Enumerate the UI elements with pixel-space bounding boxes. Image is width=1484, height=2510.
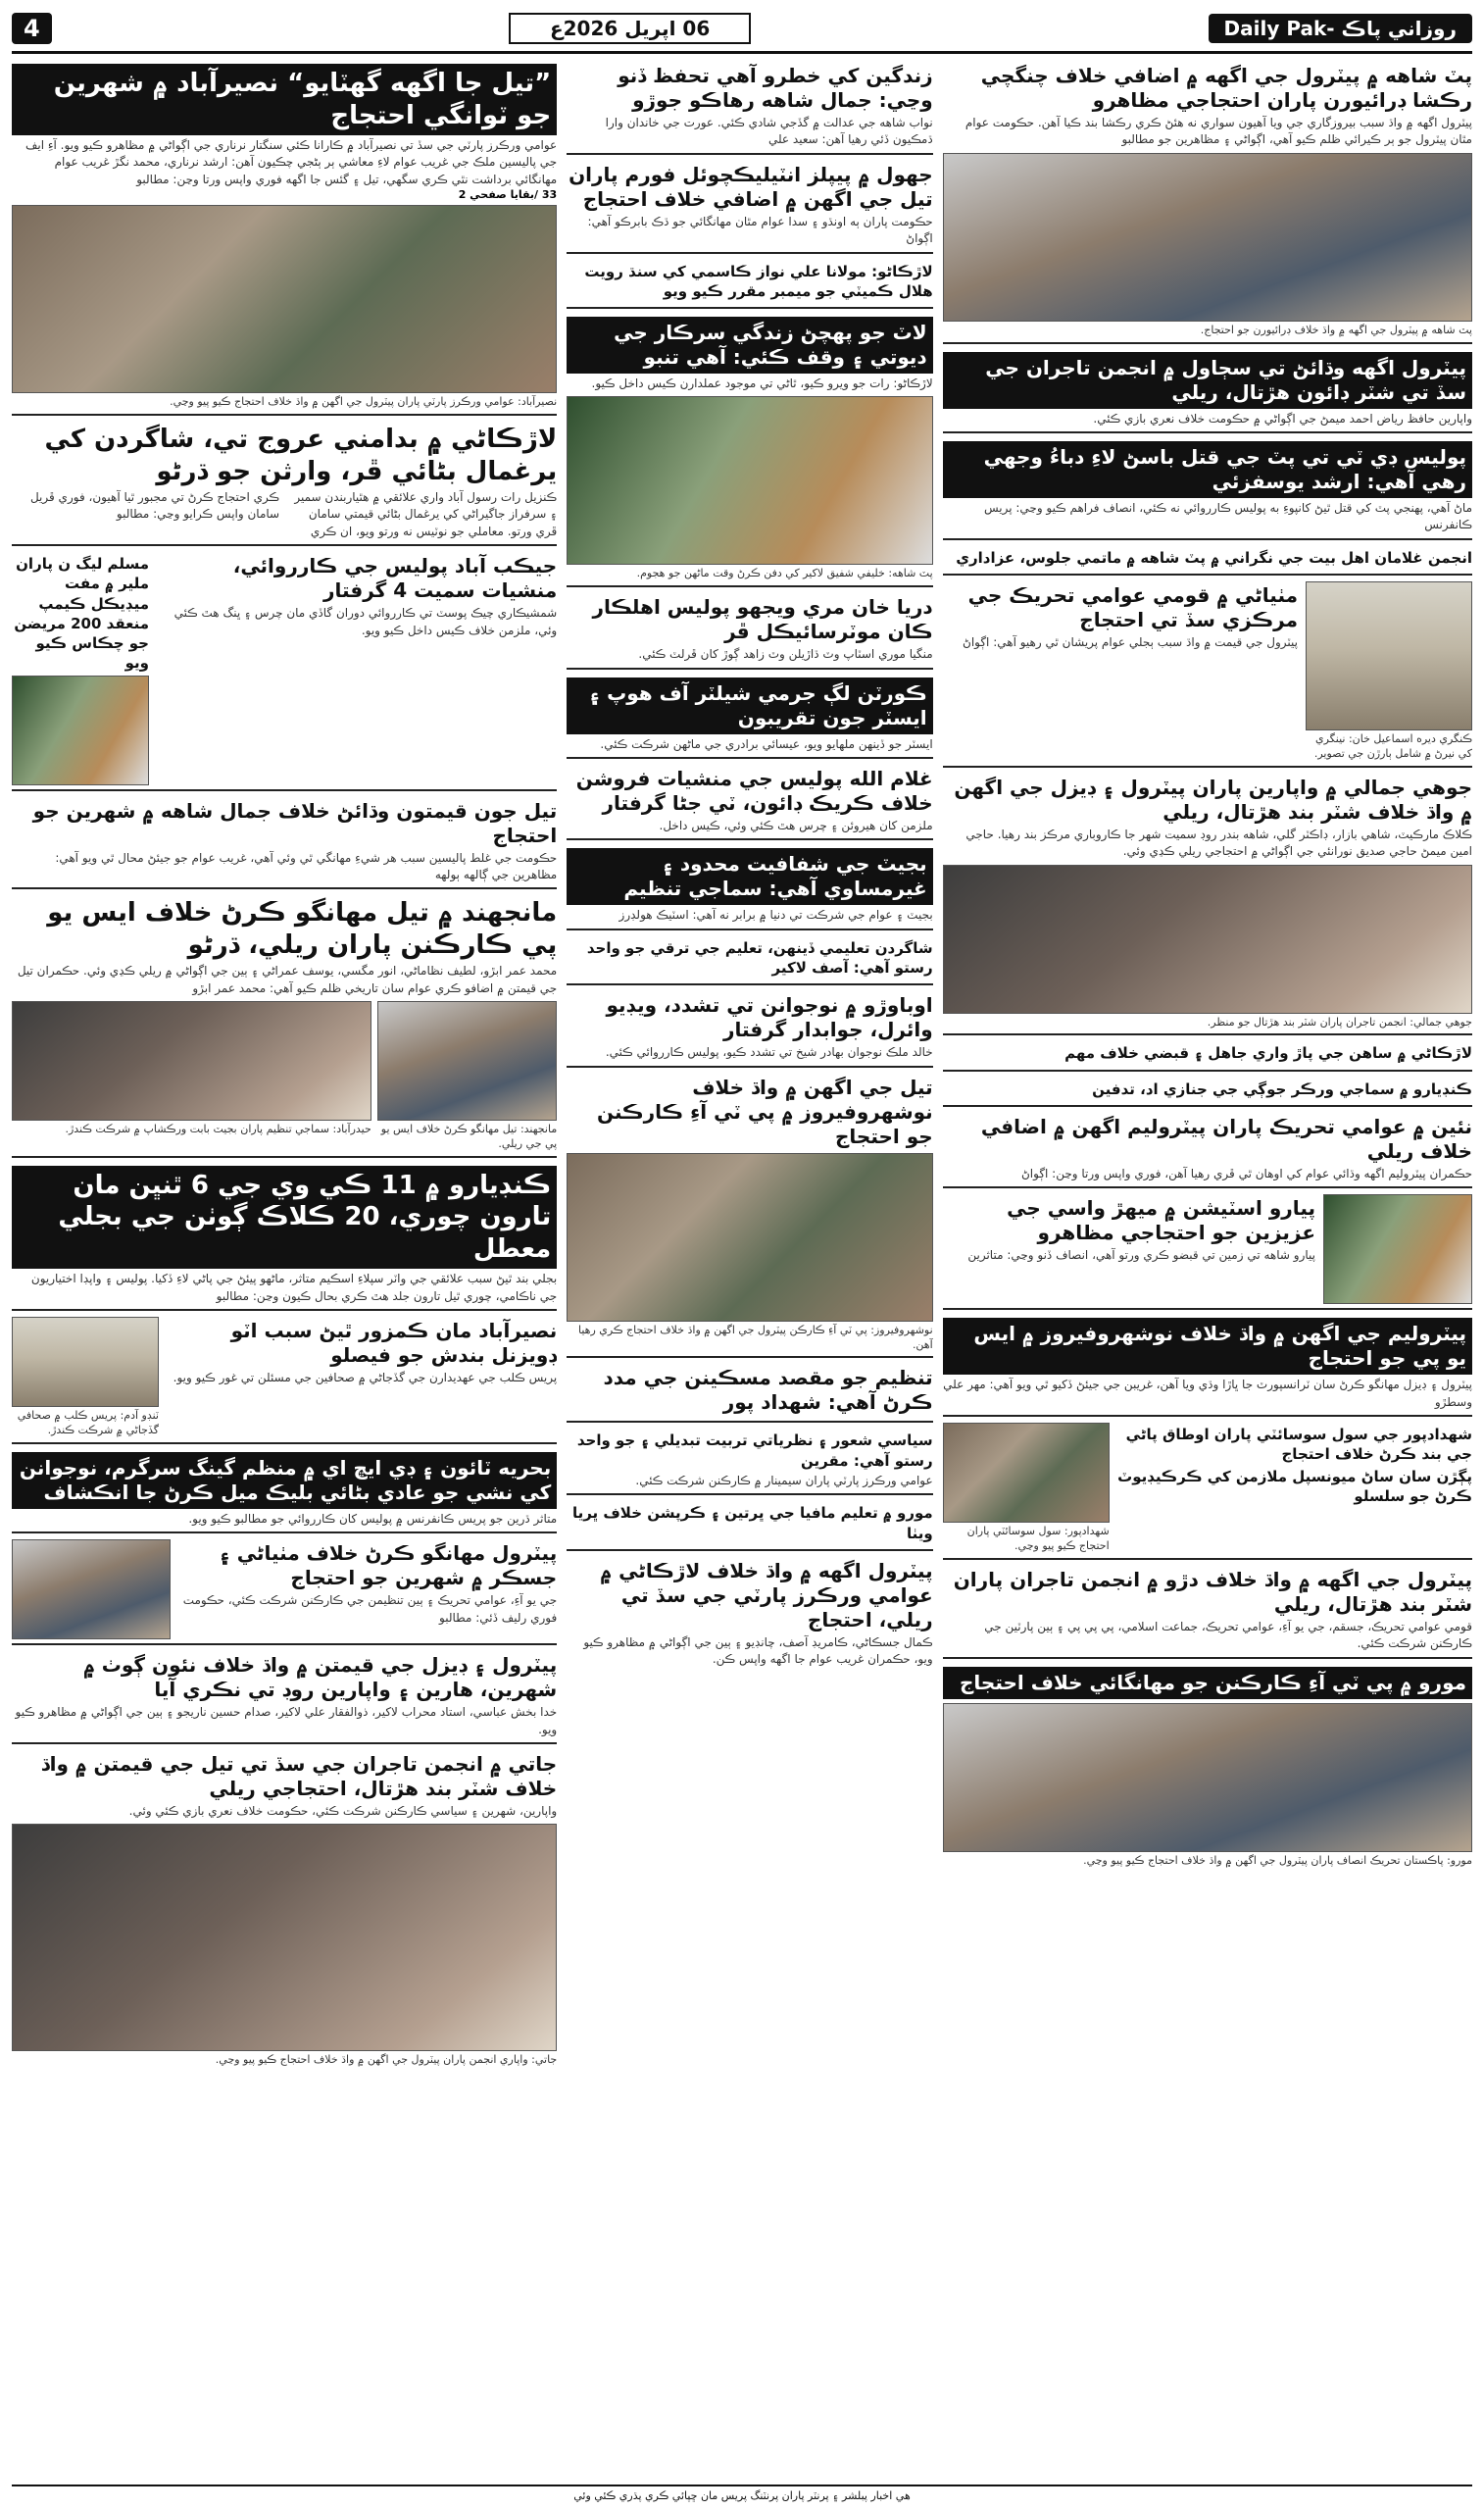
story-headline: ”تيل جا اگهه گهٽايو“ نصيرآباد ۾ شهرين جو ٽوانگي احتجاج xyxy=(12,64,557,135)
story-bahria-gang xyxy=(12,1450,557,1533)
page-columns xyxy=(12,62,1472,2454)
story-budget xyxy=(567,846,932,929)
story-headline: پيارو اسٽيشن ۾ ميهڙ واسي جي عزيزين جو احتجاجي مظاهرو xyxy=(1007,1196,1315,1245)
story-headline: شاگردن تعليمي ڏينهن، تعليم جي ترقي جو واحد رستو آهي: آصف لاکير xyxy=(586,938,933,978)
paper-name: روزاني پاڪ -Daily Pak xyxy=(1209,14,1472,43)
story-daro xyxy=(943,1566,1472,1659)
story-jacobabad xyxy=(12,552,557,791)
story-body: خدا بخش عباسي، استاد محراب لاکير، ذوالفقار علي لاکير، صدام حسين ناريجو ۽ ٻين جي اڳواڻي ۾ مظاهرو ڪيو ويو. xyxy=(15,1705,558,1736)
speaker-photo xyxy=(12,1539,171,1639)
story-body: پيارو شاهه تي زمين تي قبضو ڪري ورتو آهي، انصاف ڏنو وڃي: متاثرين xyxy=(967,1248,1315,1263)
story-headline: تنظيم جو مقصد مسڪينن جي مدد ڪرڻ آهي: شهداد پور xyxy=(603,1366,933,1415)
story-pyaro xyxy=(943,1194,1472,1310)
story-obaro xyxy=(567,991,932,1067)
story-headline: پيٽرول اگهه ۾ واڌ خلاف لاڙڪاڻي ۾ عوامي ورڪرز پارٽي جي سڏ تي ريلي، احتجاج xyxy=(600,1558,933,1632)
story-headline: تيل جي اگهن ۾ واڌ خلاف نوشهروفيروز ۾ پي ٽي آءِ ڪارڪنن جو احتجاج xyxy=(596,1075,933,1148)
story-headline: ڪورٽن لڳ جرمي شيلٽر آف هوپ ۽ ايسٽر جون تقريبون xyxy=(567,678,932,734)
story-johi-forum xyxy=(567,161,932,254)
story-headline: لاڙڪاڻي ۾ ساهن جي پاڙ واري جاهل ۽ قبضي خلاف مهم xyxy=(1064,1044,1472,1063)
story-body: پيٽرول جي قيمت ۾ واڌ سبب ٻجلي عوام پريشان ٿي رهيو آهي: اڳواڻ xyxy=(963,635,1298,650)
camp-photo xyxy=(12,676,149,785)
story-larkana-robbery xyxy=(12,422,557,546)
story-body: بجلي بند ٿيڻ سبب علائقي جي واٽر سپلاءِ اسڪيم متاثر، ماڻهو پيئڻ جي پاڻي لاءِ ڏکيا. پوليس ۽ واپڊا اختياريون جي ناڪامي، چوري ٿيل تارون جلد هٿ ڪري بحال ڪيون وڃن: مطالبو xyxy=(30,1272,558,1303)
story-moro-education xyxy=(567,1501,932,1551)
protest-photo xyxy=(12,205,557,393)
story-headline: جاتي ۾ انجمن تاجران جي سڏ تي تيل جي قيمتن ۾ واڌ خلاف شٽر بند هڙتال، احتجاجي ريلي xyxy=(40,1752,558,1801)
story-headline: انجمن غلامان اهل بيت جي نگراني ۾ پٽ شاهه ۾ ماتمي جلوس، عزاداري xyxy=(956,548,1472,567)
imprint-footer: هي اخبار پبلشر ۽ پرنٽر پاران پرنٽنگ پريس مان ڇپائي ڪري پڌري ڪئي وئي xyxy=(12,2485,1472,2502)
right-column xyxy=(943,62,1472,2454)
story-headline: لاٽ جو پهچڻ زندگي سرڪار جي ديوتي ۽ وقف ڪئي: آهي تنبو xyxy=(567,317,932,374)
story-body: جي يو آءِ، عوامي تحريڪ ۽ ٻين تنظيمن جي ڪارڪنن شرڪت ڪئي، حڪومت فوري رليف ڏئي: مطالبو xyxy=(182,1593,558,1625)
story-body: نواب شاهه جي عدالت ۾ گڏجي شادي ڪئي. عورت جي خاندان وارا ڌمڪيون ڏئي رهيا آهن: سعيد علي xyxy=(605,116,933,147)
story-police-pressure xyxy=(943,439,1472,540)
story-moro-pti xyxy=(943,1665,1472,1873)
photo-box xyxy=(12,1001,371,1152)
story-headline: مانجهند ۾ تيل مهانگو ڪرڻ خلاف ايس يو پي ڪارڪنن پاران ريلي، ڌرڻو xyxy=(47,898,558,960)
photo-caption: جاتي: واپاري انجمن پاران پيٽرول جي اگهن ۾ واڌ خلاف احتجاج ڪيو پيو وڃي. xyxy=(215,2053,558,2067)
story-body: قومي عوامي تحريڪ، جسقم، جي يو آءِ، عوامي تحريڪ، جماعت اسلامي، پي پي پي ۽ ٻين پارٽين جي ڪارڪنن شرڪت ڪئي. xyxy=(984,1619,1472,1651)
photo-caption: شهدادپور: سول سوسائٽي پاران احتجاج ڪيو پيو وڃي. xyxy=(966,1525,1110,1552)
story-headline: بجيٽ جي شفافيت محدود ۽ غيرمساوي آهي: سماجي تنظيم xyxy=(567,848,932,905)
story-body: پريس ڪلب جي عهديدارن جي گڏجاڻي ۾ صحافين جي مسئلن تي غور ڪيو ويو. xyxy=(173,1371,558,1385)
story-larkana-awp xyxy=(567,1557,932,1673)
rally-photo xyxy=(377,1001,557,1121)
story-body: ماڻ آهي، پهنجي پٽ کي قتل ٿيڻ کانپوءِ به پوليس ڪارروائي نه ڪئي، انصاف فراهم ڪيو وڃي: پريس ڪانفرنس xyxy=(983,501,1472,532)
story-headline: پيٽروليم جي اگهن ۾ واڌ خلاف نوشهروفيروز ۾ ايس يو پي جو احتجاج xyxy=(943,1318,1472,1375)
story-text xyxy=(1117,1423,1472,1554)
story-procession xyxy=(943,546,1472,576)
story-body: خالد ملڪ نوجوان بهادر شيخ تي تشدد ڪيو، پوليس ڪارروائي ڪئي. xyxy=(605,1045,933,1060)
story-body: بجيٽ ۽ عوام جي شرڪت تي دنيا ۾ برابر نه آهي: اسٽيڪ هولڊرز xyxy=(618,908,933,923)
story-headline: دريا خان مري ويجهو پوليس اهلڪار ڪان موٽرسائيڪل ڦر xyxy=(592,595,933,644)
story-pti-naushahro xyxy=(567,1074,932,1359)
moro-protest-photo xyxy=(943,1703,1472,1852)
photo-caption: مانجهند: تيل مهانگو ڪرڻ خلاف ايس يو پي جي ريلي. xyxy=(380,1123,558,1151)
story-headline: پٽ شاهه ۾ پيٽرول جي اگهه ۾ اضافي خلاف چنگچي رڪشا ڊرائيورن پاران احتجاجي مظاهرو xyxy=(980,64,1472,112)
camp-headline: مسلم ليگ ن پاران ملير ۾ مفت ميڊيڪل ڪيمپ منعقد 200 مريضن جو چڪاس ڪيو ويو xyxy=(14,555,149,673)
story-headline: تيل جون قيمتون وڌائڻ خلاف جمال شاهه ۾ شهرين جو احتجاج xyxy=(32,798,558,847)
story-body: متاثر ڌرين جو پريس ڪانفرنس ۾ پوليس کان ڪارروائي جو مطالبو ڪيو ويو. xyxy=(188,1511,558,1526)
story-headline: سياسي شعور ۽ نظرياتي تربيت تبديلي ۽ جو واحد رستو آهي: مقرين xyxy=(576,1431,933,1470)
story-crackdown xyxy=(567,765,932,840)
story-headline: لاڙڪاڻو: مولانا علي نواز ڪاسمي کي سنڌ رويت هلال ڪميٽي جو ميمبر مقرر ڪيو ويو xyxy=(584,262,933,300)
story-headline: مٺياڻي ۾ قومي عوامي تحريڪ جي مرڪزي سڏ تي احتجاج xyxy=(967,583,1298,632)
civil-society-photo xyxy=(943,1423,1110,1523)
story-kandiaro-funeral xyxy=(943,1078,1472,1107)
page-number: 4 xyxy=(12,13,52,44)
story-text xyxy=(157,552,557,785)
photo-caption: حيدرآباد: سماجي تنظيم پاران بجيٽ بابت ورڪشاپ ۾ شرڪت ڪندڙ. xyxy=(65,1123,371,1136)
story-sujawal xyxy=(943,350,1472,433)
story-manjhand xyxy=(12,895,557,1157)
story-headline: زندگين کي خطرو آهي تحفظ ڏنو وڃي: جمال شاهه رهاڪو جوڙو xyxy=(618,64,933,112)
story-body: شمشيڪاري چيڪ پوسٽ تي ڪارروائي دوران گاڏي مان چرس ۽ ڀنگ هٿ ڪئي وئي، ملزمن خلاف ڪيس داخل ڪيو ويو. xyxy=(173,606,558,637)
story-headline: ڪنڊيارو ۾ سماجي ورڪر جوڳي جي جنازي اد، تدفين xyxy=(1092,1079,1472,1098)
story-mithiani-qat xyxy=(943,581,1472,768)
story-headline: پيٽرول ۽ ڊيزل جي قيمتن ۾ واڌ خلاف نئون ڳوٺ ۾ شهرين، هارين ۽ واپارين روڊ تي نڪري آيا xyxy=(83,1653,558,1702)
story-headline: پوليس ڊي ٽي تي پٽ جي قتل باسڻ لاءِ دباءُ وجهي رهي آهي: ارشد يوسفزئي xyxy=(943,441,1472,498)
story-body: محمد عمر ابڙو، لطيف نظاماڻي، انور مگسي، يوسف عمراڻي ۽ ٻين جي اڳواڻي ۾ ريلي ڪڍي وئي. حڪمران تيل جي قيمتن ۾ اضافو ڪري عوام سان تاريخي ظلم ڪيو آهي: محمد عمر ابڙو xyxy=(17,964,558,995)
story-headline: بحريه ٽائون ۽ ڊي ايڇ اي ۾ منظم گينگ سرگرم، نوجوانن کي نشي جو عادي بڻائي بليڪ ميل ڪرڻ جا انڪشاف xyxy=(12,1452,557,1509)
story-headline: پيٽرول جي اگهه ۾ واڌ خلاف دڙو ۾ انجمن تاجران پاران شٽر بند هڙتال، ريلي xyxy=(953,1567,1472,1616)
photo-caption: پٽ شاهه: خليفي شفيق لاکير کي دفن ڪرڻ وقت ماڻهن جو هجوم. xyxy=(636,567,933,580)
story-headline: لاڙڪاڻي ۾ بدامني عروج تي، شاگردن کي يرغمال بڻائي ڦر، وارثن جو ڌرڻو xyxy=(44,425,558,486)
middle-column xyxy=(567,62,932,2454)
story-headline: نصيرآباد مان ڪمزور ٿيڻ سبب اٽو ڊويزنل بندش جو فيصلو xyxy=(230,1319,558,1368)
photo-row xyxy=(12,1001,557,1152)
story-headline-2: پڳڙن سان ساڻ ميونسپل ملازمن کي ڪرڪيڊيوٽ ڪرڻ جو سلسلو xyxy=(1117,1467,1472,1505)
pti-protest-photo xyxy=(567,1153,932,1322)
story-charity xyxy=(567,1364,932,1423)
photo-caption: ٽنڊو آدم: پريس ڪلب ۾ صحافي گڏجاڻي ۾ شرڪت ڪندڙ. xyxy=(17,1409,159,1437)
story-johi-jamali xyxy=(943,774,1472,1036)
camp-box xyxy=(12,552,149,785)
story-headline: جيڪب آباد پوليس جي ڪارروائي، منشيات سميت 4 گرفتار xyxy=(232,554,558,603)
story-couple xyxy=(567,62,932,155)
story-text xyxy=(178,1539,557,1639)
shutter-strike-photo xyxy=(943,865,1472,1014)
story-ruet-committee xyxy=(567,260,932,310)
story-text xyxy=(943,1194,1315,1304)
photo-box xyxy=(1306,581,1472,762)
photo-box xyxy=(943,1423,1110,1554)
story-headline: غلام الله پوليس جي منشيات فروشن خلاف ڪريڪ ڊائون، ٽي جڻا گرفتار xyxy=(575,767,933,816)
story-headline: نئين ۾ عوامي تحريڪ پاران پيٽروليم اگهن ۾ اضافي خلاف ريلي xyxy=(980,1114,1472,1163)
story-body: ڪنزيل رات رسول آباد واري علائقي ۾ هٿياربندن سمير ۽ سرفراز جاگيراڻي کي يرغمال بڻائي قيمتي سامان ڦري ورتو. معاملي جو نوٽيس نه ورتو ويو، ان ڪري ڪري احتجاج ڪرڻ تي مجبور ٿيا آهيون، فوري ڦريل سامان واپس ڪرايو وڃي: مطالبو xyxy=(29,490,558,538)
story-body: عوامي ورڪرز پارٽي پاران سيمينار ۾ ڪارڪنن شرڪت ڪئي. xyxy=(635,1473,933,1487)
photo-caption: جوهي جمالي: انجمن تاجران پاران شٽر بند هڙتال جو منظر. xyxy=(1207,1015,1472,1029)
press-club-photo xyxy=(12,1317,159,1407)
story-headline: مورو ۾ پي ٽي آءِ ڪارڪنن جو مهانگائي خلاف احتجاج xyxy=(943,1667,1472,1699)
story-body: حڪومت جي غلط پاليسين سبب هر شيءِ مهانگي ٿي وئي آهي، غريب عوام جو جيئڻ محال ٿي ويو آهي: مظاهرين جي ڳالهه ٻولهه xyxy=(55,850,558,882)
story-jati xyxy=(12,1750,557,2072)
burial-photo xyxy=(567,396,932,565)
story-shahdadpur xyxy=(943,1423,1472,1560)
story-education-day xyxy=(567,936,932,986)
story-easter xyxy=(567,676,932,759)
story-body: عوامي ورڪرز پارٽي جي سڏ تي نصيرآباد ۾ ڪارانا ڪئي سنگتار نرناري جي اڳواڻي ۾ مظاهرو ڪيو ويو. آءِ ايف جي پاليسين ملڪ جي غريب عوام لاءِ معاشي ٻر ٻڻجي چڪيون آهن: ارشد نرناري، محمد نگڙ غريب عوام مهانگائي برداشت نٿي ڪري سگهي، تيل ۽ گئس جا اگهه فوري واپس ورتا وڃن: مطالبو xyxy=(25,138,558,186)
story-headline: ڪنڊيارو ۾ 11 ڪي وي جي 6 ٿنڀن مان تارون چوري، 20 ڪلاڪ ڳوٺن جي بجلي معطل xyxy=(12,1166,557,1270)
story-headline: جهول ۾ پيپلز انٽيليڪچوئل فورم پاران تيل جي اگهن ۾ اضافي خلاف احتجاج xyxy=(569,162,933,211)
story-headline: پيٽرول مهانگو ڪرڻ خلاف مٺياڻي ۽ جسڪر ۾ شهرين جو احتجاج xyxy=(219,1541,558,1590)
masthead xyxy=(12,10,1472,54)
story-press-club xyxy=(12,1317,557,1444)
continued-note: 33 /بقايا صفحي 2 xyxy=(458,188,558,202)
protester-photo xyxy=(1323,1194,1472,1304)
left-column xyxy=(12,62,557,2454)
story-body: ڪمال جسڪاڻي، ڪامريڊ آصف، چانڊيو ۽ ٻين جي اڳواڻي ۾ مظاهرو ڪيو ويو، حڪمران غريب عوام جا اگهه واپس ڪن. xyxy=(583,1634,933,1667)
story-body: پيٽرول اگهه ۾ واڌ سبب بيروزگاري جي ويا آهيون سواري نه هئڻ ڪري رڪشا بند ڪيا آهن. حڪومت عوام مٿان پيٽرول جو ٻر ڪيرائي ظلم ڪيو آهي، اڳواڻي ۽ مظاهرين جو مطالبو xyxy=(965,116,1472,147)
story-jamal-shah xyxy=(12,797,557,890)
workshop-photo xyxy=(12,1001,371,1121)
story-larkana-campaign xyxy=(943,1041,1472,1071)
story-body: حڪومت پاران ٻه اونڌو ۽ سدا عوام مٿان مهانگائي جو ڌڪ بابرڪو آهي: اڳواڻ xyxy=(587,214,933,246)
story-text xyxy=(167,1317,557,1438)
story-darya-khan xyxy=(567,593,932,669)
story-body: پيٽرول ۽ ڊيزل مهانگو ڪرڻ سان ٽرانسپورٽ جا ڀاڙا وڌي ويا آهن، غريبن جي جيئڻ ڏکيو ٿي ويو آهي: مهر علي وسطڙو xyxy=(943,1378,1472,1409)
story-sup-naushahro xyxy=(943,1316,1472,1417)
jati-protest-photo xyxy=(12,1824,557,2051)
story-body: لاڙڪاڻو: رات جو ويرو ڪيو، ٿاڻي تي موجود عملدارن ڪيس داخل ڪيو. xyxy=(591,376,933,391)
story-burial xyxy=(567,315,932,587)
children-photo xyxy=(1306,581,1472,730)
story-headline: جوهي جمالي ۾ واپارين پاران پيٽرول ۽ ڊيزل جي اگهن ۾ واڌ خلاف شٽر بند هڙتال، ريلي xyxy=(954,775,1472,824)
story-text xyxy=(943,581,1298,762)
story-body: منگيا موري اسٽاپ وٽ ڌاڙيلن وٽ زاهد ڳوڙ کان ڦرلٽ ڪئي. xyxy=(638,647,933,662)
story-naeen-rally xyxy=(943,1113,1472,1188)
story-pat-shah-rickshaw xyxy=(943,62,1472,344)
story-body: واپارين، شهرين ۽ سياسي ڪارڪنن شرڪت ڪئي، حڪومت خلاف نعري بازي ڪئي وئي. xyxy=(128,1804,558,1819)
photo-caption: نصيرآباد: عوامي ورڪرز پارٽي پاران پيٽرول جي اگهن ۾ واڌ خلاف احتجاج ڪيو پيو وڃي. xyxy=(170,395,558,409)
story-nasirabad xyxy=(12,62,557,416)
story-body: ملزمن کان هيروئن ۽ چرس هٿ ڪئي وئي، ڪيس داخل. xyxy=(659,819,933,833)
photo-caption: پٽ شاهه ۾ پيٽرول جي اگهه ۾ واڌ خلاف ڊرائيورن جو احتجاج. xyxy=(1200,323,1472,336)
photo-caption: ڪنگري ديره اسماعيل خان: نينگري کي نيرڻ ۾ شامل ٻارڙن جي تصوير. xyxy=(1313,732,1472,760)
story-kandiaro-wires xyxy=(12,1164,557,1311)
photo-caption: نوشهروفيروز: پي ٽي آءِ ڪارڪن پيٽرول جي اگهن ۾ واڌ خلاف احتجاج ڪري رهيا آهن. xyxy=(578,1323,933,1351)
story-mithiani xyxy=(12,1539,557,1645)
story-headline: مورو ۾ تعليم مافيا جي ڀرتين ۽ ڪرپشن خلاف ڀريا ويٺا xyxy=(571,1504,933,1542)
story-naeen-goth xyxy=(12,1651,557,1744)
story-headline: اوباوڙو ۾ نوجوانن تي تشدد، ويڊيو وائرل، جوابدار گرفتار xyxy=(606,993,933,1042)
rickshaw-protest-photo xyxy=(943,153,1472,322)
story-seminar xyxy=(567,1429,932,1495)
story-body: ايسٽر جو ڏينهن ملهايو ويو، عيسائي برادري جي ماڻهن شرڪت ڪئي. xyxy=(600,736,933,751)
story-body: واپارين حافظ رياض احمد ميمڻ جي اڳواڻي ۾ حڪومت خلاف نعري بازي ڪئي. xyxy=(1093,411,1472,426)
photo-box xyxy=(12,1317,159,1438)
story-body: حڪمران پيٽروليم اگهه وڌائي عوام کي اوهان ٿي ڦري رهيا آهن، فوري واپس ورتا وڃن: اڳواڻ xyxy=(1020,1166,1472,1180)
issue-date: 06 اپريل 2026ع xyxy=(509,13,751,44)
photo-caption: مورو: پاڪستان تحريڪ انصاف پاران پيٽرول جي اگهن ۾ واڌ خلاف احتجاج ڪيو پيو وڃي. xyxy=(1083,1853,1472,1867)
story-headline: شهدادپور جي سول سوسائٽي پاران اوطاق پاڻي جي بند ڪرڻ خلاف احتجاج xyxy=(1125,1426,1472,1464)
story-headline: پيٽرول اگهه وڌائڻ تي سڄاول ۾ انجمن تاجران جي سڏ تي شٽر ڊائون هڙتال، ريلي xyxy=(943,352,1472,409)
photo-box xyxy=(377,1001,557,1152)
story-body: ڪلاڪ مارڪيٽ، شاهي بازار، ڊاڪٽر گلي، شاهه بندر روڊ سميت شهر جا ڪاروباري مرڪز بند رهيا. حاجي امين ميمڻ حاجي صديق نورانئي جي اڳواڻي ۾ احتجاجي ريلي ڪڍي وئي. xyxy=(965,827,1472,859)
